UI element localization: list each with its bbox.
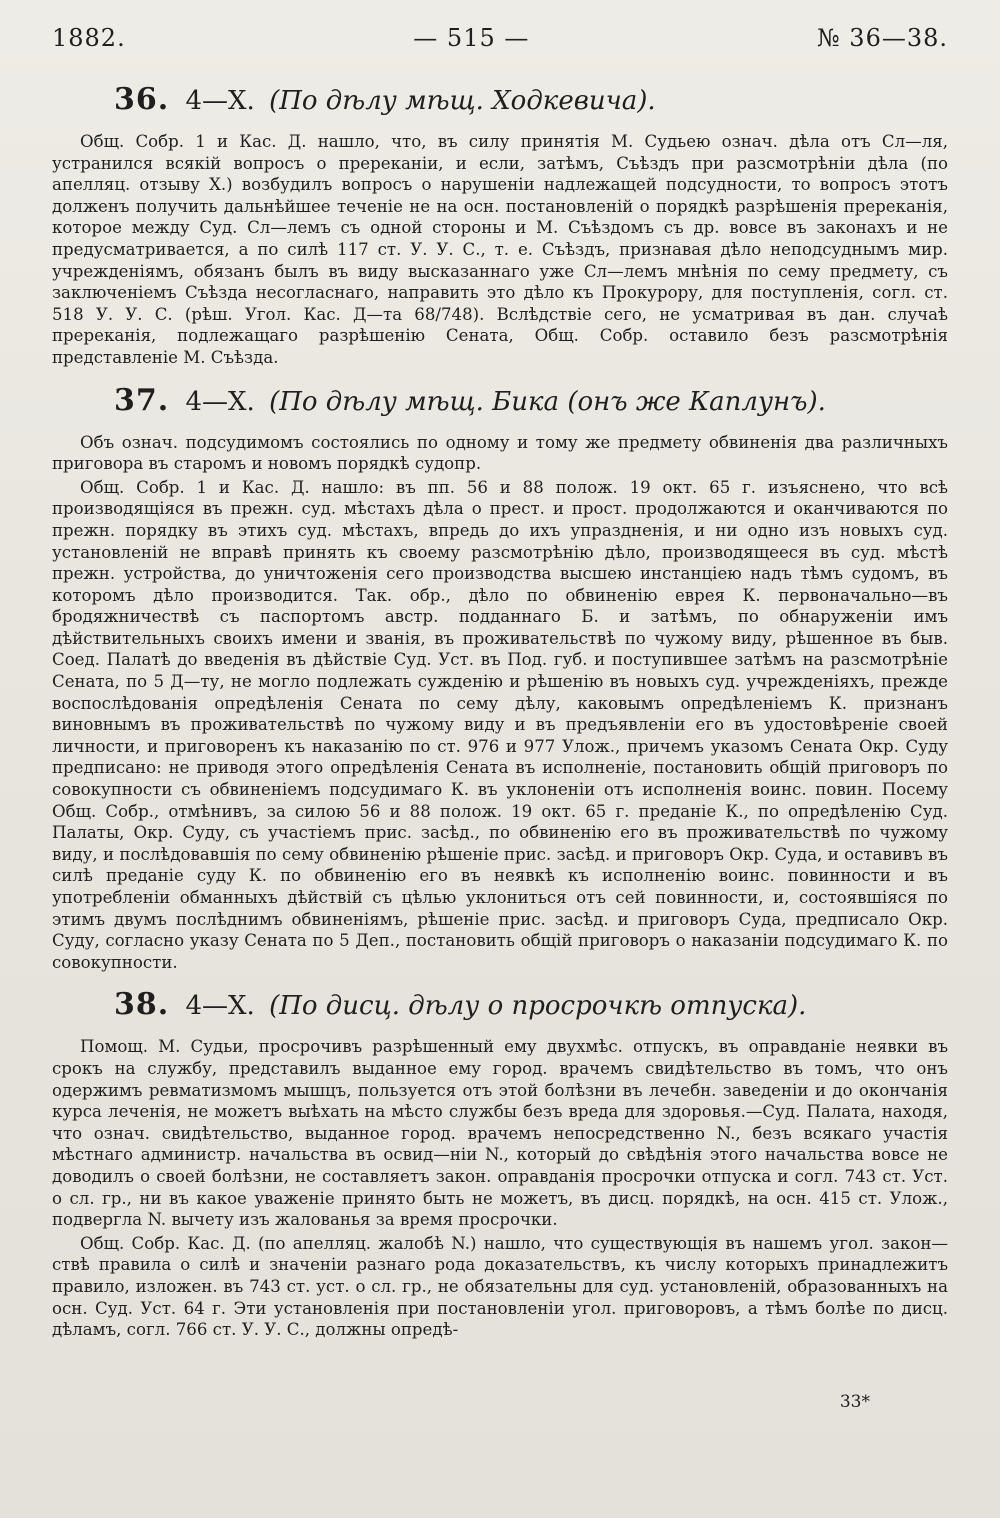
header-issue-number: № 36—38.: [816, 24, 948, 52]
section-number: 37.: [114, 382, 170, 418]
page-header: [52, 24, 948, 52]
signature-mark: 33*: [839, 1392, 870, 1412]
section-37: [52, 383, 948, 974]
section-title: (По дѣлу мѣщ. Бика (онъ же Каплунъ).: [269, 386, 826, 417]
section-title: (По дѣлу мѣщ. Ходкевича).: [269, 86, 656, 116]
section-heading: [114, 82, 948, 117]
header-year: 1882.: [52, 24, 126, 52]
section-heading: [114, 987, 948, 1022]
section-date: 4—X.: [185, 386, 255, 417]
section-number: 38.: [114, 987, 170, 1023]
section-title: (По дисц. дѣлу о просрочкѣ отпуска).: [269, 991, 807, 1022]
header-page-number: — 515 —: [413, 24, 530, 52]
section-36: [52, 82, 948, 369]
section-heading: [114, 383, 948, 418]
section-paragraph: Объ означ. подсудимомъ состоялись по одному и тому же предмету обвиненія два различныхъ приговора въ старомъ и новомъ порядкѣ судопр.: [52, 432, 948, 474]
section-number: 36.: [114, 82, 170, 117]
section-paragraph: Общ. Собр. 1 и Кас. Д. нашло, что, въ силу принятія М. Судьею означ. дѣла отъ Сл—ля, устранился всякій вопросъ о пререканіи, и если, затѣмъ, Съѣздъ при разсмотрѣніи дѣла (по апелляц. отзыву Х.) возбудилъ вопросъ о нарушеніи надлежащей подсудности, то вопросъ этотъ долженъ получить дальнѣйшее теченіе не на осн. постановленій о порядкѣ разрѣшенія пререканія, которое между Суд. Сл—лемъ съ одной стороны и М. Съѣздомъ съ др. вовсе въ законахъ и не предусматривается, а по силѣ 117 ст. У. У. С., т. е. Съѣздъ, признавая дѣло неподсуднымъ мир. учрежденіямъ, обязанъ былъ въ виду высказаннагo уже Сл—лемъ мнѣнія по сему предмету, съ заключеніемъ Съѣзда несогласнаго, направить это дѣло къ Прокурору, для поступленія, согл. ст. 518 У. У. С. (рѣш. Угол. Кас. Д—та 68/748). Вслѣдствіе сего, не усматривая въ дан. случаѣ пререканія, подлежащаго разрѣшенію Сената, Общ. Собр. оставило безъ разсмотрѣнія представленіе М. Съѣзда.: [52, 132, 948, 367]
section-38: [52, 987, 948, 1340]
section-date: 4—X.: [185, 991, 255, 1022]
section-paragraph: Помощ. М. Судьи, просрочивъ разрѣшенный ему двухмѣс. отпускъ, въ оправданіе неявки въ срокъ на службу, представилъ выданное ему город. врачемъ свидѣтельство въ томъ, что онъ одержимъ ревматизмомъ мышцъ, пользуется отъ этой болѣзни въ лечебн. заведеніи и до окончанія курса леченія, не можетъ выѣхать на мѣсто службы безъ вреда для здоровья.—Суд. Палата, находя, что означ. свидѣтельство, выданное город. врачемъ непосредственно N., безъ всякаго участія мѣстнаго администр. начальства въ освид—ніи N., который до свѣдѣнія этого начальства вовсе не доводилъ о своей болѣзни, не составляетъ закон. оправданія просрочки отпуска и согл. 743 ст. Уст. о сл. гр., ни въ какое уваженіе принято быть не можетъ, въ дисц. порядкѣ, на осн. 415 ст. Улож., подвергла N. вычету изъ жалованья за время просрочки.: [52, 1037, 948, 1230]
section-date: 4—X.: [185, 86, 255, 116]
section-paragraph: Общ. Собр. Кас. Д. (по апелляц. жалобѣ N.) нашло, что существующія въ нашемъ угол. закон—ствѣ правила о силѣ и значеніи разнаго рода доказательствъ, къ числу которыхъ принадлежитъ правило, изложен. въ 743 ст. уст. о сл. гр., не обязательны для суд. установленій, образованныхъ на осн. Суд. Уст. 64 г. Эти установленія при постановленіи угол. приговоровъ, а тѣмъ болѣе по дисц. дѣламъ, согл. 766 ст. У. У. С., должны опредѣ-: [52, 1233, 948, 1340]
section-paragraph: Общ. Собр. 1 и Кас. Д. нашло: въ пп. 56 и 88 полож. 19 окт. 65 г. изъяснено, что всѣ производящіяся въ прежн. суд. мѣстахъ дѣла о прест. и прост. продолжаются и оканчиваются по прежн. порядку въ этихъ суд. мѣстахъ, впредь до ихъ упраздненія, и ни одно изъ новыхъ суд. установленій не вправѣ принять къ своему разсмотрѣнію дѣло, производящееся въ суд. мѣстѣ прежн. устройства, до уничтоженія сего производства высшею инстанціею надъ тѣмъ судомъ, въ которомъ дѣло производится. Так. обр., дѣло по обвиненію еврея К. первоначально—въ бродяжничествѣ съ паспортомъ австр. подданнаго Б. и затѣмъ, по обнаруженіи имъ дѣйствительныхъ своихъ имени и званія, въ проживательствѣ по чужому виду, рѣшенное въ быв. Соед. Палатѣ до введенія въ дѣйствіе Суд. Уст. въ Под. губ. и поступившее затѣмъ на разсмотрѣніе Сената, по 5 Д—ту, не могло подлежать сужденію и рѣшенію въ новыхъ суд. учрежденіяхъ, прежде воспослѣдованія опредѣленія Сената по сему дѣлу, каковымъ опредѣленіемъ К. признанъ виновнымъ въ проживательствѣ по чужому виду и въ предъявленіи его въ удостовѣреніе своей личности, и приговоренъ къ наказанію по ст. 976 и 977 Улож., причемъ указомъ Сената Окр. Суду предписано: не приводя этого опредѣленія Сената въ исполненіе, постановить общій приговоръ по совокупности съ обвиненіемъ подсудимаго К. въ уклоненіи отъ исполненія воинс. повин. Посему Общ. Собр., отмѣнивъ, за силою 56 и 88 полож. 19 окт. 65 г. преданіе К., по опредѣленію Суд. Палаты, Окр. Суду, съ участіемъ прис. засѣд., по обвиненію его въ проживательствѣ по чужому виду, и послѣдовавшія по сему обвиненію рѣшеніе прис. засѣд. и приговоръ Окр. Суда, и оставивъ въ силѣ преданіе суду К. по обвиненію его въ неявкѣ къ исполненію воинс. повинности и въ употребленіи обманныхъ дѣйствій съ цѣлью уклониться отъ сей повинности, и, состоявшіяся по этимъ двумъ послѣднимъ обвиненіямъ, рѣшеніе прис. засѣд. и приговоръ Суда, предписало Окр. Суду, согласно указу Сената по 5 Деп., постановить общій приговоръ о наказаніи подсудимаго К. по совокупности.: [52, 477, 948, 972]
